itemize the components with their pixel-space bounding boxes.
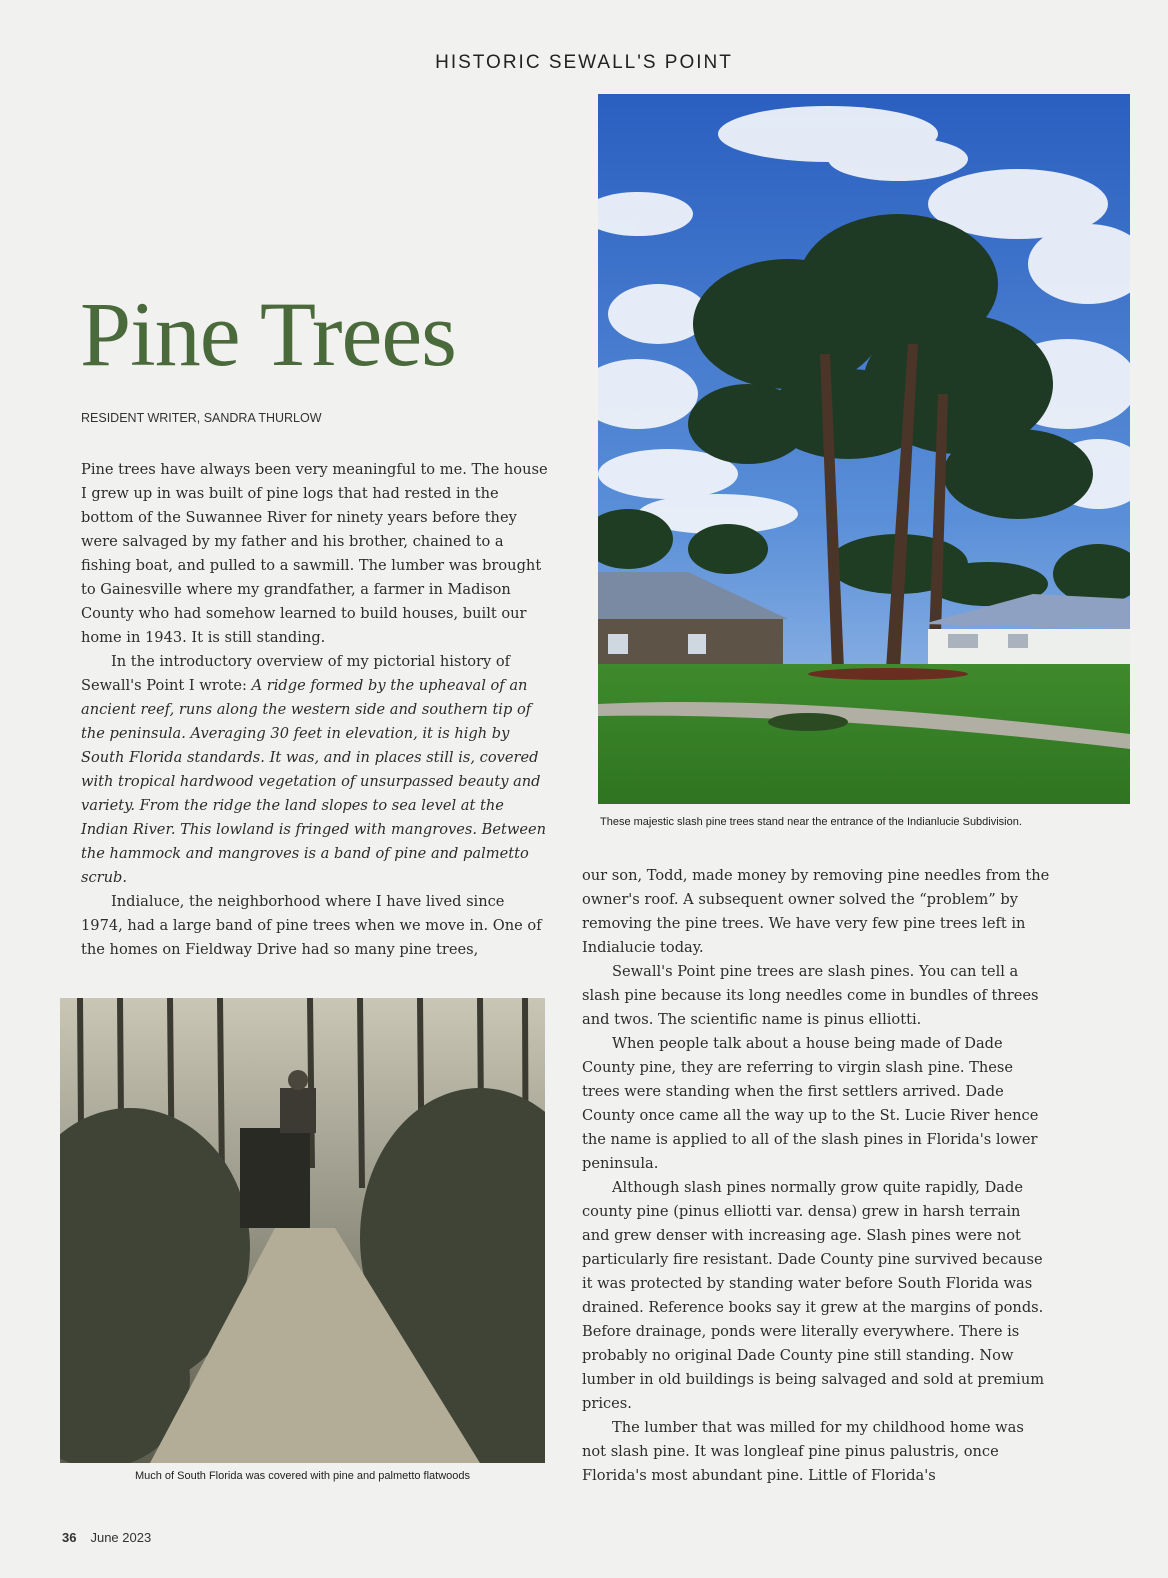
slash-pines-photo bbox=[598, 94, 1130, 804]
section-header: HISTORIC SEWALL'S POINT bbox=[435, 52, 733, 73]
page-number: 36 bbox=[62, 1530, 77, 1545]
page-footer bbox=[62, 1530, 151, 1545]
right-column bbox=[582, 864, 1052, 1488]
paragraph-intro: In the introductory overview of my pictorial history of Sewall's Point I wrote: bbox=[81, 653, 511, 694]
paragraph: The lumber that was milled for my childhood home was not slash pine. It was longleaf pine pinus palustris, once Florida's most abundant pine. Little of Florida's bbox=[582, 1419, 1024, 1484]
flatwoods-historic-photo bbox=[60, 998, 545, 1463]
paragraph: Sewall's Point pine trees are slash pines. You can tell a slash pine because its long needles come in bundles of threes and twos. The scientific name is pinus elliotti. bbox=[582, 963, 1039, 1028]
paragraph: Indialuce, the neighborhood where I have lived since 1974, had a large band of pine trees when we move in. One of the homes on Fieldway Drive had so many pine trees, bbox=[81, 893, 542, 958]
photo-caption: These majestic slash pine trees stand near the entrance of the Indianlucie Subdivision. bbox=[600, 816, 1022, 828]
paragraph: Pine trees have always been very meaningful to me. The house I grew up in was built of pine logs that had rested in the bottom of the Suwannee River for ninety years before they were salvaged by my father and his brother, chained to a fishing boat, and pulled to a sawmill. The lumber was brought to Gainesville where my grandfather, a farmer in Madison County who had somehow learned to build houses, built our home in 1943. It is still standing. bbox=[81, 461, 548, 646]
paragraph: Although slash pines normally grow quite rapidly, Dade county pine (pinus elliotti var. densa) grew in harsh terrain and grew denser with increasing age. Slash pines were not particularly fire resistant. Dade County pine survived because it was protected by standing water before South Florida was drained. Reference books say it grew at the margins of ponds. Before drainage, ponds were literally everywhere. There is probably no original Dade County pine still standing. Now lumber in old buildings is being salvaged and sold at premium prices. bbox=[582, 1179, 1045, 1412]
paragraph bbox=[81, 650, 549, 890]
paragraph: our son, Todd, made money by removing pine needles from the owner's roof. A subsequent owner solved the “problem” by removing the pine trees. We have very few pine trees left in Indialucie today. bbox=[582, 867, 1050, 956]
article-byline: RESIDENT WRITER, SANDRA THURLOW bbox=[81, 411, 322, 425]
quote: A ridge formed by the upheaval of an ancient reef, runs along the western side and southern tip of the peninsula. Averaging 30 feet in elevation, it is high by South Florida standards. It was, and in places still is, covered with tropical hardwood vegetation of unsurpassed beauty and variety. From the ridge the land slopes to sea level at the Indian River. This lowland is fringed with mangroves. Between the hammock and mangroves is a band of pine and palmetto scrub. bbox=[81, 677, 547, 886]
photo-caption: Much of South Florida was covered with pine and palmetto flatwoods bbox=[134, 1470, 471, 1482]
article-title: Pine Trees bbox=[80, 283, 456, 385]
paragraph: When people talk about a house being made of Dade County pine, they are referring to virgin slash pine. These trees were standing when the first settlers arrived. Dade County once came all the way up to the St. Lucie River hence the name is applied to all of the slash pines in Florida's lower peninsula. bbox=[582, 1035, 1039, 1172]
issue-date: June 2023 bbox=[90, 1530, 152, 1545]
left-column bbox=[81, 458, 549, 962]
